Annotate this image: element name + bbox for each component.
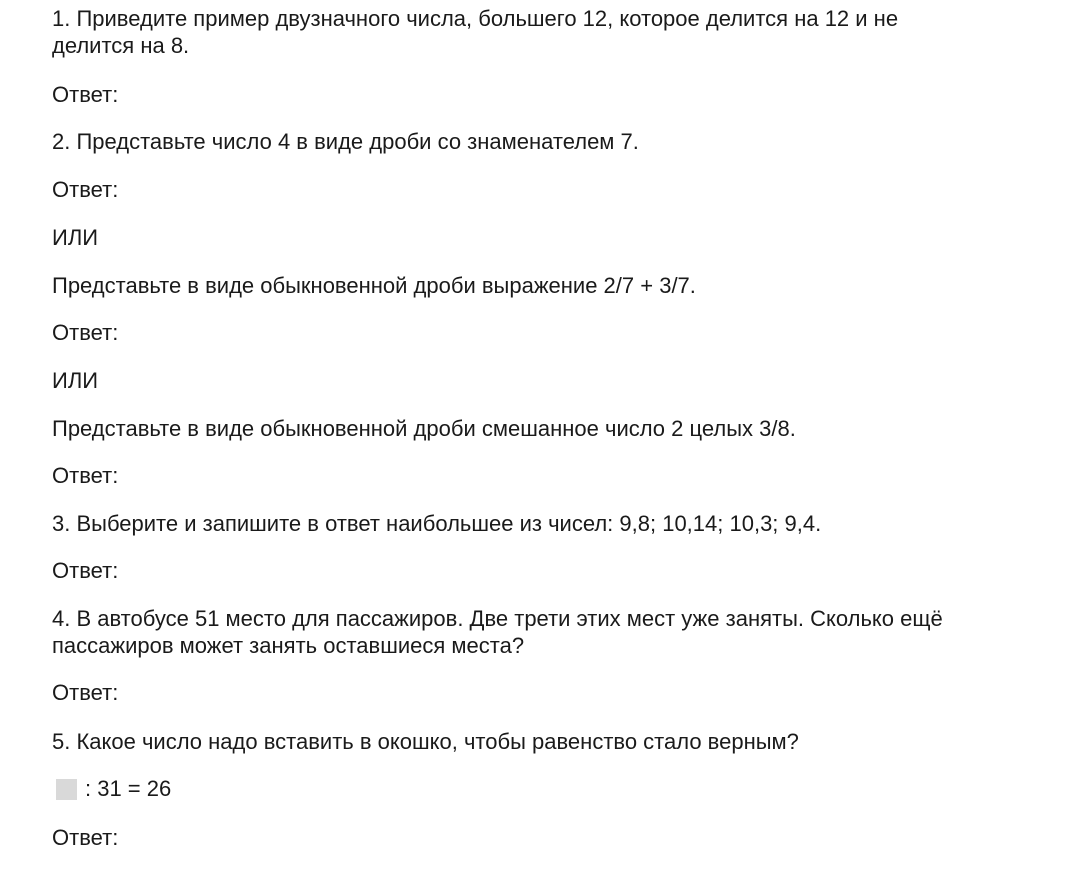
answer-blank-box[interactable] <box>56 779 77 800</box>
question-3-text: 3. Выберите и запишите в ответ наибольшее из чисел: 9,8; 10,14; 10,3; 9,4. <box>52 511 822 536</box>
question-1-text-continued: делится на 8. <box>52 33 190 58</box>
question-5-equation <box>56 776 171 802</box>
question-1-text: 1. Приведите пример двузначного числа, большего 12, которое делится на 12 и не <box>52 6 899 31</box>
answer-label-5: Ответ: <box>52 558 119 583</box>
or-label-2: ИЛИ <box>52 368 99 393</box>
answer-label-6: Ответ: <box>52 680 119 705</box>
answer-label-1: Ответ: <box>52 82 119 107</box>
question-5-text: 5. Какое число надо вставить в окошко, чтобы равенство стало верным? <box>52 729 799 754</box>
equation-text: : 31 = 26 <box>85 776 172 801</box>
answer-label-3: Ответ: <box>52 320 119 345</box>
question-2-alt-2-text: Представьте в виде обыкновенной дроби смешанное число 2 целых 3/8. <box>52 416 796 441</box>
answer-label-2: Ответ: <box>52 177 119 202</box>
question-2-alt-1-text: Представьте в виде обыкновенной дроби выражение 2/7 + 3/7. <box>52 273 696 298</box>
or-label-1: ИЛИ <box>52 225 99 250</box>
answer-label-4: Ответ: <box>52 463 119 488</box>
question-2-text: 2. Представьте число 4 в виде дроби со знаменателем 7. <box>52 129 639 154</box>
question-4-text-continued: пассажиров может занять оставшиеся места? <box>52 633 525 658</box>
question-4-text: 4. В автобусе 51 место для пассажиров. Две трети этих мест уже заняты. Сколько ещё <box>52 606 943 631</box>
answer-label-7: Ответ: <box>52 825 119 850</box>
